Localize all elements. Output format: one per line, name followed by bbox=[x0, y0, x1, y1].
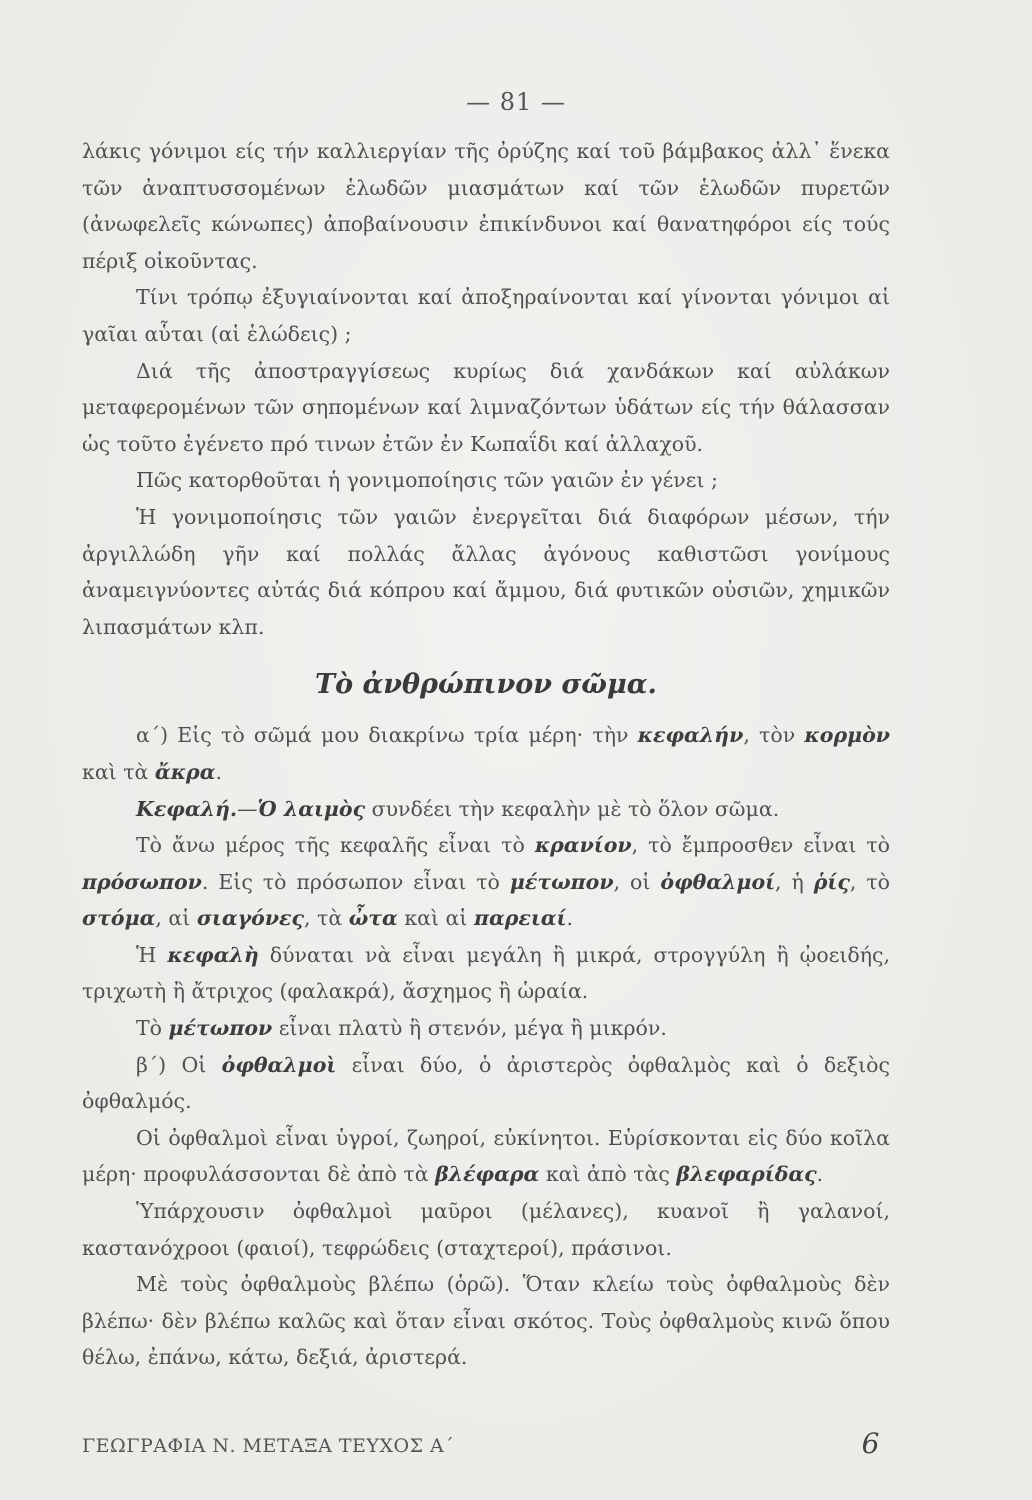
paragraph-body-parts: α΄) Εἰς τὸ σῶμά μου διακρίνω τρία μέρη· τὴν κεφαλήν, τὸν κορμὸν καὶ τὰ ἄκρα. bbox=[82, 723, 890, 784]
paragraph-eye-colors: Ὑπάρχουσιν ὀφθαλμοὶ μαῦροι (μέλανες), κυανοῖ ἢ γαλανοί, καστανόχροοι (φαιοί), τεφρώδεις (σταχτεροί), πράσινοι. bbox=[82, 1199, 890, 1260]
signature-mark: 6 bbox=[861, 1427, 880, 1460]
page-number: — 81 — bbox=[466, 88, 566, 116]
paragraph-question-fertility: Πῶς κατορθοῦται ἡ γονιμοποίησις τῶν γαιῶν ἐν γένει ; bbox=[136, 468, 718, 493]
paragraph-face: Τὸ ἄνω μέρος τῆς κεφαλῆς εἶναι τὸ κρανίον, τὸ ἔμπροσθεν εἶναι τὸ πρόσωπον. Εἰς τὸ πρόσωπον εἶναι τὸ μέτωπον, οἱ ὀφθαλμοί, ἡ ῥίς, τὸ στόμα, αἱ σιαγόνες, τὰ ὦτα καὶ αἱ παρειαί. bbox=[82, 833, 891, 931]
paragraph-forehead: Τὸ μέτωπον εἶναι πλατὺ ἢ στενόν, μέγα ἢ μικρόν. bbox=[136, 1016, 667, 1041]
paragraph-wetlands: λάκις γόνιμοι είς τήν καλλιεργίαν τῆς ὀρύζης καί τοῦ βάμβακος ἀλλ᾿ ἕνεκα τῶν ἀναπτυσσομένων ἑλωδῶν μιασμάτων καί τῶν ἑλωδῶν πυρετῶν (ἀνωφελεῖς κώνωπες) ἀποβαίνουσιν ἐπικίνδυνοι καί θανατηφόροι είς τούς πέριξ οἰκοῦντας. bbox=[82, 139, 890, 273]
paragraph-answer-fertility: Ἡ γονιμοποίησις τῶν γαιῶν ἐνεργεῖται διά διαφόρων μέσων, τήν ἀργιλλώδη γῆν καί πολλάς ἄλλας ἀγόνους καθιστῶσι γονίμους ἀναμειγνύοντες αὐτάς διά κόπρου καί ἄμμου, διά φυτικῶν οὐσιῶν, χημικῶν λιπασμάτων κλπ. bbox=[82, 504, 890, 639]
paragraph-seeing: Μὲ τοὺς ὀφθαλμοὺς βλέπω (ὁρῶ). Ὅταν κλείω τοὺς ὀφθαλμοὺς δὲν βλέπω· δὲν βλέπω καλῶς καὶ ὅταν εἶναι σκότος. Τοὺς ὀφθαλμοὺς κινῶ ὅπου θέλω, ἐπάνω, κάτω, δεξιά, ἀριστερά. bbox=[82, 1272, 890, 1370]
paragraph-eyes-protection: Οἱ ὀφθαλμοὶ εἶναι ὑγροί, ζωηροί, εὐκίνητοι. Εὑρίσκονται εἰς δύο κοῖλα μέρη· προφυλάσσονται δὲ ἀπὸ τὰ βλέφαρα καὶ ἀπὸ τὰς βλεφαρίδας. bbox=[82, 1125, 890, 1187]
paragraph-head: Κεφαλή.—Ὁ λαιμὸς συνδέει τὴν κεφαλὴν μὲ τὸ ὅλον σῶμα. bbox=[136, 796, 780, 821]
paragraph-answer-drainage: Διά τῆς ἀποστραγγίσεως κυρίως διά χανδάκων καί αὐλάκων μεταφερομένων τῶν σηπομένων καί λιμναζόντων ὑδάτων είς τήν θάλασσαν ὡς τοῦτο ἐγένετο πρό τινων ἐτῶν ἐν Κωπαΐδι καί ἀλλαχοῦ. bbox=[82, 358, 890, 456]
page-body bbox=[82, 133, 890, 1376]
section-title: Τὸ ἀνθρώπινον σῶμα. bbox=[315, 669, 657, 701]
footer-book-title: ΓΕΩΓΡΑΦΙΑ Ν. ΜΕΤΑΞΑ ΤΕΥΧΟΣ Α΄ bbox=[82, 1435, 455, 1457]
paragraph-head-shape: Ἡ κεφαλὴ δύναται νὰ εἶναι μεγάλη ἢ μικρά, στρογγύλη ἢ ᾠοειδής, τριχωτὴ ἢ ἄτριχος (φαλακρά), ἄσχημος ἢ ὡραία. bbox=[82, 942, 890, 1004]
page-footer bbox=[82, 1427, 890, 1467]
paragraph-eyes: β΄) Οἱ ὀφθαλμοὶ εἶναι δύο, ὁ ἀριστερὸς ὀφθαλμὸς καὶ ὁ δεξιὸς ὀφθαλμός. bbox=[82, 1052, 890, 1114]
paragraph-question-drainage: Τίνι τρόπῳ ἐξυγιαίνονται καί ἀποξηραίνονται καί γίνονται γόνιμοι αἱ γαῖαι αὗται (αἱ ἑλώδεις) ; bbox=[82, 285, 890, 346]
